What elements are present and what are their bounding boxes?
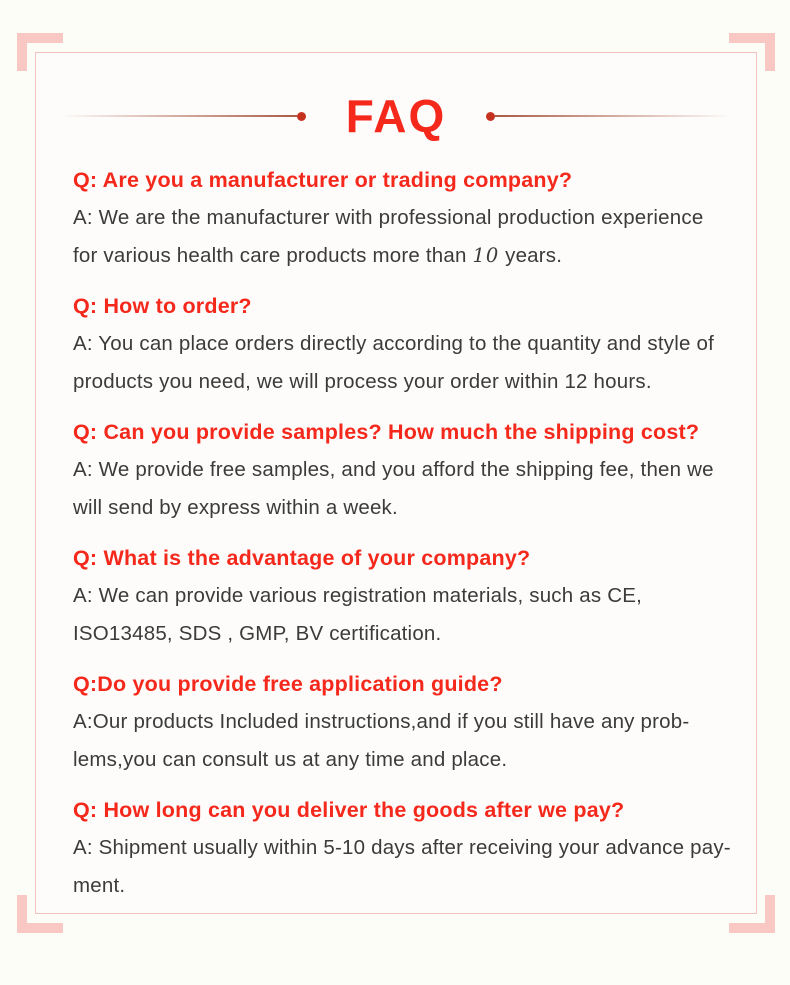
faq-question: Q:Do you provide free application guide?	[73, 672, 503, 696]
faq-answer-line: products you need, we will process your order within 12 hours.	[73, 370, 652, 393]
faq-answer-line: A: Shipment usually within 5-10 days after receiving your advance pay-	[73, 836, 731, 859]
faq-answer-line: lems,you can consult us at any time and place.	[73, 748, 508, 771]
faq-answer-line: A:Our products Included instructions,and if you still have any prob-	[73, 710, 690, 733]
faq-question: Q: Are you a manufacturer or trading company?	[73, 168, 573, 192]
faq-item	[73, 791, 731, 905]
faq-answer-line: ment.	[73, 874, 126, 897]
faq-item	[73, 539, 722, 653]
faq-answer-line: A: You can place orders directly according to the quantity and style of	[73, 332, 714, 355]
faq-answer-line: A: We provide free samples, and you afford the shipping fee, then we	[73, 458, 714, 481]
faq-item	[73, 287, 722, 401]
faq-list	[36, 161, 756, 905]
title-dot-right-icon	[486, 112, 495, 121]
faq-question: Q: How long can you deliver the goods after we pay?	[73, 798, 625, 822]
faq-header	[36, 87, 756, 145]
faq-answer-line: for various health care products more than 10 years.	[73, 244, 563, 267]
faq-answer-line: ISO13485, SDS , GMP, BV certification.	[73, 622, 442, 645]
faq-question: Q: Can you provide samples? How much the shipping cost?	[73, 420, 700, 444]
faq-question: Q: What is the advantage of your company?	[73, 546, 531, 570]
title-dot-left-icon	[297, 112, 306, 121]
faq-answer-line: A: We can provide various registration materials, such as CE,	[73, 584, 642, 607]
title-divider-right	[495, 115, 732, 117]
faq-answer-line: will send by express within a week.	[73, 496, 398, 519]
stylized-number: 10	[472, 244, 500, 267]
faq-item	[73, 413, 722, 527]
faq-item	[73, 161, 722, 275]
page-title: FAQ	[345, 90, 447, 142]
faq-answer-line: A: We are the manufacturer with professional production experience	[73, 206, 704, 229]
faq-question: Q: How to order?	[73, 294, 252, 318]
faq-item	[73, 665, 722, 779]
title-divider-left	[60, 115, 297, 117]
faq-card	[35, 52, 757, 914]
